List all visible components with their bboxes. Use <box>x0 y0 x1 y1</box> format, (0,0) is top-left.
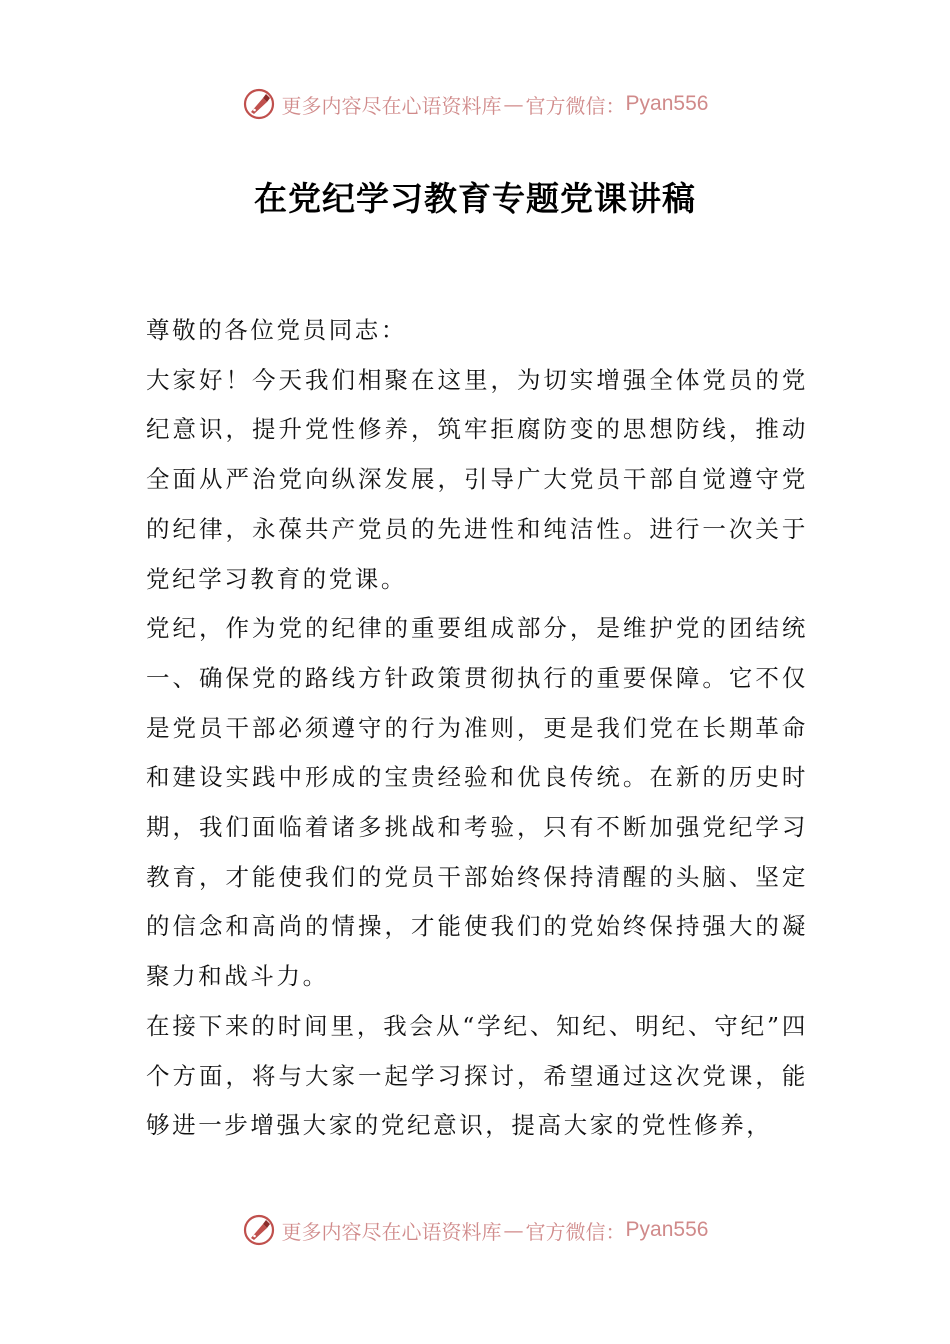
document-body <box>146 306 808 1151</box>
paragraph-2: 党纪，作为党的纪律的重要组成部分，是维护党的团结统一、确保党的路线方针政策贯彻执行的重要保障。它不仅是党员干部必须遵守的行为准则，更是我们党在长期革命和建设实践中形成的宝贵经验和优良传统。在新的历史时期，我们面临着诸多挑战和考验，只有不断加强党纪学习教育，才能使我们的党员干部始终保持清醒的头脑、坚定的信念和高尚的情操，才能使我们的党始终保持强大的凝聚力和战斗力。 <box>146 614 808 991</box>
paragraph-1: 大家好！今天我们相聚在这里，为切实增强全体党员的党纪意识，提升党性修养，筑牢拒腐防变的思想防线，推动全面从严治党向纵深发展，引导广大党员干部自觉遵守党的纪律，永葆共产党员的先进性和纯洁性。进行一次关于党纪学习教育的党课。 <box>146 365 808 593</box>
header-separator: — <box>503 92 524 116</box>
header-wechat-handle: Pyan556 <box>625 92 709 115</box>
footer-wechat-handle: Pyan556 <box>625 1218 709 1241</box>
footer-separator: — <box>503 1218 524 1242</box>
header-banner <box>0 82 950 126</box>
salutation: 尊敬的各位党员同志： <box>146 316 407 344</box>
footer-wechat-label: 官方微信： <box>525 1219 626 1244</box>
header-wechat-label: 官方微信： <box>525 93 626 118</box>
document-title: 在党纪学习教育专题党课讲稿 <box>254 179 696 218</box>
paragraph-3: 在接下来的时间里，我会从“学纪、知纪、明纪、守纪”四个方面，将与大家一起学习探讨，希望通过这次党课，能够进一步增强大家的党纪意识，提高大家的党性修养， <box>146 1011 808 1140</box>
pen-nib-logo-icon <box>242 1213 276 1247</box>
pen-nib-logo-icon <box>242 87 276 121</box>
header-brand-text: 更多内容尽在心语资料库 <box>281 93 502 118</box>
footer-banner <box>0 1208 950 1252</box>
footer-brand-text: 更多内容尽在心语资料库 <box>281 1219 502 1244</box>
